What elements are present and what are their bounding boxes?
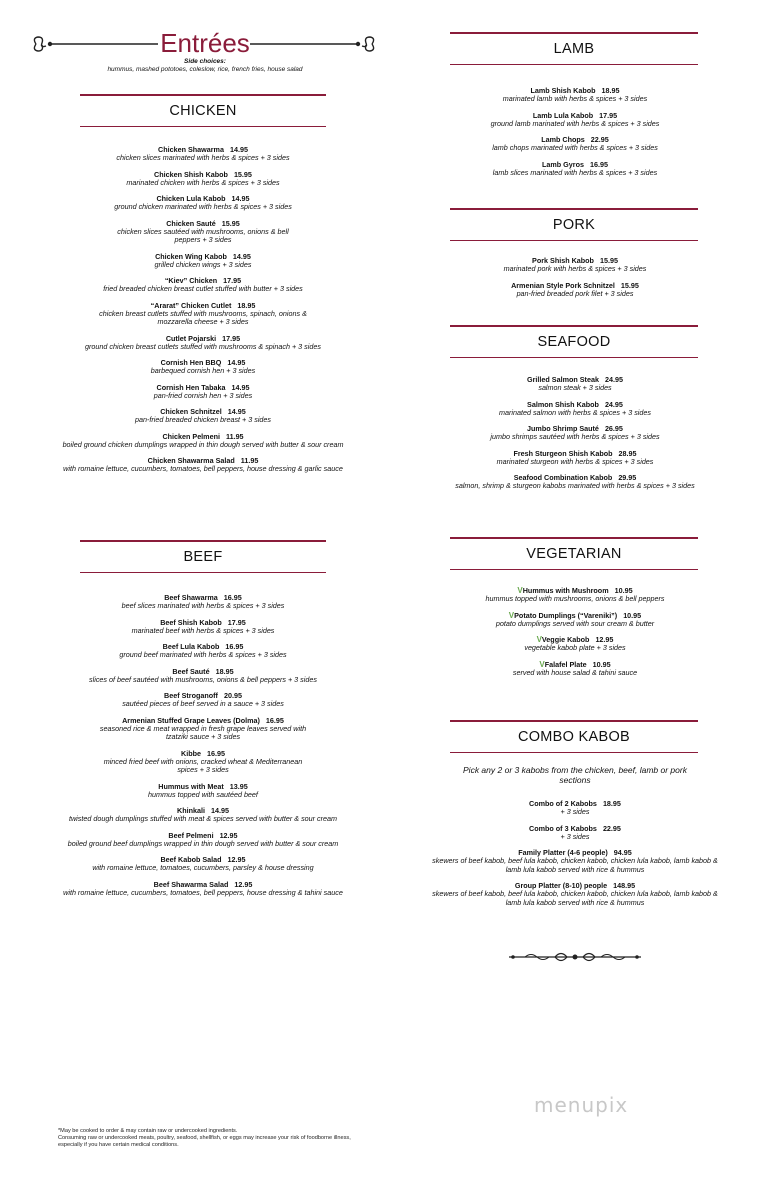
item-price: 16.95 <box>265 715 284 725</box>
item-price: 18.95 <box>602 799 621 808</box>
item-name: Lamb Chops <box>541 135 585 144</box>
item-name: Chicken Lula Kabob <box>156 194 226 203</box>
item-desc: marinated salmon with herbs & spices + 3 sides <box>498 407 651 417</box>
menu-item <box>430 635 720 653</box>
item-price: 22.95 <box>602 823 621 833</box>
item-price: 94.95 <box>613 848 632 857</box>
item-name: Chicken Shawarma Salad <box>147 456 235 465</box>
combo-intro: Pick any 2 or 3 kabobs from the chicken, beef, lamb or pork sections <box>463 765 687 785</box>
item-name: Potato Dumplings (“Vareniki”) <box>514 610 618 620</box>
menu-item <box>430 424 720 442</box>
item-name: Combo of 2 Kabobs <box>529 799 597 808</box>
menu-item <box>52 276 354 294</box>
menu-item <box>430 611 720 629</box>
item-name: Salmon Shish Kabob <box>527 399 599 409</box>
item-name: “Kiev” Chicken <box>164 276 218 285</box>
item-price: 14.95 <box>227 407 246 416</box>
item-price: 148.95 <box>613 881 636 890</box>
menu-item <box>430 111 720 129</box>
item-desc: chicken slices sautéed with mushrooms, onions & bell peppers + 3 sides <box>117 226 289 244</box>
pork-items <box>430 256 720 305</box>
item-name: Beef Shish Kabob <box>160 617 222 627</box>
item-name: Family Platter (4-6 people) <box>518 848 608 857</box>
menu-item <box>52 407 354 425</box>
item-name: Falafel Plate <box>544 659 587 669</box>
menu-item <box>52 145 354 163</box>
item-price: 17.95 <box>227 617 246 627</box>
item-name: Chicken Shawarma <box>158 145 224 154</box>
item-desc: seasoned rice & meat wrapped in fresh grape leaves served with tzatziki sauce + 3 sides <box>99 723 307 741</box>
menu-item <box>430 256 720 274</box>
item-desc: slices of beef sautéed with mushrooms, onions & bell peppers + 3 sides <box>89 674 317 684</box>
item-name: Lamb Shish Kabob <box>530 86 596 95</box>
menu-item <box>52 642 354 660</box>
item-desc: marinated sturgeon with herbs & spices + 3 sides <box>496 456 654 466</box>
item-price: 26.95 <box>604 424 623 433</box>
seafood-items <box>430 375 720 498</box>
combo-items <box>430 765 720 914</box>
item-name: Chicken Sauté <box>166 218 216 228</box>
menu-item <box>430 473 720 491</box>
item-name: Beef Pelmeni <box>168 830 214 840</box>
footnote-line-1: *May be cooked to order & may contain raw or undercooked ingredients. <box>58 1128 238 1134</box>
item-desc: ground lamb marinated with herbs & spices + 3 sides <box>490 118 660 128</box>
beef-items <box>52 593 354 904</box>
item-price: 11.95 <box>225 431 244 441</box>
item-desc: ground chicken breast cutlets stuffed with mushrooms & spinach + 3 sides <box>85 341 321 351</box>
item-name: Beef Sauté <box>172 666 210 676</box>
menu-item <box>52 806 354 824</box>
pork-section-header <box>450 208 698 241</box>
item-name: Hummus with Meat <box>158 781 224 791</box>
item-price: 10.95 <box>623 610 642 620</box>
item-desc: barbequed cornish hen + 3 sides <box>150 366 256 375</box>
item-name: Chicken Wing Kabob <box>155 251 227 261</box>
menu-item <box>430 586 720 604</box>
item-price: 13.95 <box>229 781 248 791</box>
menu-item <box>430 824 720 842</box>
lamb-section-title: LAMB <box>553 41 595 57</box>
item-price: 18.95 <box>601 86 620 95</box>
item-name: Cornish Hen BBQ <box>160 358 222 367</box>
item-desc: lamb chops marinated with herbs & spices + 3 sides <box>492 143 658 152</box>
menu-item <box>52 855 354 873</box>
item-desc: sautéed pieces of beef served in a sauce + 3 sides <box>122 699 284 708</box>
menu-item <box>430 881 720 907</box>
item-name: “Ararat” Chicken Cutlet <box>150 300 232 310</box>
menu-item <box>52 358 354 376</box>
item-price: 24.95 <box>604 375 623 384</box>
item-price: 16.95 <box>225 642 244 651</box>
menu-item <box>52 432 354 450</box>
item-desc: lamb slices marinated with herbs & spices + 3 sides <box>492 167 658 177</box>
side-choices-label: Side choices: <box>184 58 226 65</box>
chicken-section-title: CHICKEN <box>169 103 237 119</box>
item-price: 10.95 <box>614 586 633 595</box>
item-desc: potato dumplings served with sour cream & butter <box>495 618 655 628</box>
menu-item <box>52 716 354 742</box>
item-price: 14.95 <box>229 145 248 154</box>
item-price: 15.95 <box>233 169 252 179</box>
menu-item <box>430 660 720 678</box>
item-desc: marinated lamb with herbs & spices + 3 sides <box>502 94 648 103</box>
item-desc: pan-fried breaded pork filet + 3 sides <box>516 288 634 298</box>
vegetarian-leaf-icon: V <box>539 659 545 669</box>
menu-item <box>52 831 354 849</box>
menu-item <box>430 135 720 153</box>
item-price: 15.95 <box>599 256 618 265</box>
item-desc: boiled ground chicken dumplings wrapped in thin dough served with butter & sour cream <box>62 439 344 449</box>
item-desc: ground chicken marinated with herbs & spices + 3 sides <box>114 202 292 211</box>
item-price: 14.95 <box>231 382 250 392</box>
item-name: Seafood Combination Kabob <box>513 473 613 482</box>
item-price: 16.95 <box>589 159 608 169</box>
item-desc: skewers of beef kabob, beef lula kabob, chicken kabob, chicken lula kabob, lamb kabob & lamb lula kabob served with rice & hummus <box>432 889 718 907</box>
item-name: Cutlet Pojarski <box>165 333 217 343</box>
item-price: 12.95 <box>219 830 238 840</box>
item-desc: marinated pork with herbs & spices + 3 sides <box>503 264 647 273</box>
item-price: 11.95 <box>240 456 259 465</box>
item-price: 20.95 <box>223 691 242 700</box>
menu-item <box>52 880 354 898</box>
menu-item <box>52 170 354 188</box>
menu-item <box>430 400 720 418</box>
menu-item <box>430 375 720 393</box>
item-name: Kibbe <box>181 748 201 758</box>
item-price: 17.95 <box>599 110 618 120</box>
item-desc: + 3 sides <box>560 831 590 841</box>
item-desc: with romaine lettuce, cucumbers, tomatoes, bell peppers, house dressing & tahini sauce <box>63 887 343 897</box>
item-price: 14.95 <box>232 251 251 261</box>
item-desc: salmon, shrimp & sturgeon kabobs marinated with herbs & spices + 3 sides <box>455 481 695 490</box>
menu-item <box>430 799 720 817</box>
item-name: Chicken Pelmeni <box>162 431 220 441</box>
page-title: Entrées <box>160 28 250 58</box>
item-desc: hummus topped with mushrooms, onions & bell peppers <box>485 594 665 603</box>
item-desc: chicken slices marinated with herbs & spices + 3 sides <box>116 153 290 162</box>
item-name: Lamb Lula Kabob <box>532 110 594 120</box>
item-name: Chicken Schnitzel <box>160 407 222 416</box>
item-price: 14.95 <box>210 806 229 815</box>
item-price: 29.95 <box>618 473 637 482</box>
menu-item <box>52 219 354 245</box>
menu-item <box>52 456 354 474</box>
item-price: 24.95 <box>604 399 623 409</box>
menu-item <box>52 252 354 270</box>
item-price: 12.95 <box>234 879 253 889</box>
side-choices-text: hummus, mashed pototoes, coleslow, rice, french fries, house salad <box>107 66 303 73</box>
item-price: 17.95 <box>223 276 242 285</box>
item-price: 15.95 <box>620 280 639 290</box>
item-name: Chicken Shish Kabob <box>154 169 228 179</box>
item-desc: + 3 sides <box>560 807 590 816</box>
menu-item <box>430 449 720 467</box>
item-desc: with romaine lettuce, cucumbers, tomatoes, bell peppers, house dressing & garlic sauce <box>63 464 343 473</box>
item-price: 16.95 <box>223 593 242 602</box>
item-desc: served with house salad & tahini sauce <box>512 667 638 677</box>
item-price: 28.95 <box>618 448 637 458</box>
item-desc: pan-fried breaded chicken breast + 3 sides <box>134 415 272 424</box>
item-name: Armenian Stuffed Grape Leaves (Dolma) <box>122 715 260 725</box>
lamb-items <box>430 86 720 184</box>
item-name: Armenian Style Pork Schnitzel <box>511 280 615 290</box>
vegetarian-section-header <box>450 537 698 570</box>
item-name: Lamb Gyros <box>542 159 584 169</box>
side-choices <box>0 58 410 74</box>
item-desc: marinated beef with herbs & spices + 3 sides <box>131 625 275 635</box>
item-price: 12.95 <box>595 635 614 644</box>
vegetarian-items <box>430 586 720 684</box>
beef-section-title: BEEF <box>183 549 223 565</box>
item-name: Pork Shish Kabob <box>532 256 594 265</box>
item-price: 22.95 <box>590 135 609 144</box>
item-desc: hummus topped with sautéed beef <box>148 789 258 799</box>
item-price: 16.95 <box>206 748 225 758</box>
item-price: 12.95 <box>227 855 246 864</box>
chicken-items <box>52 145 354 481</box>
footnote <box>58 1128 358 1149</box>
menu-item <box>52 301 354 327</box>
item-price: 14.95 <box>227 358 246 367</box>
item-name: Group Platter (8-10) people <box>514 881 608 890</box>
item-name: Beef Shawarma Salad <box>153 879 229 889</box>
seafood-section-title: SEAFOOD <box>537 334 611 350</box>
item-name: Combo of 3 Kabobs <box>529 823 597 833</box>
menu-item <box>430 281 720 299</box>
item-desc: grilled chicken wings + 3 sides <box>154 259 252 269</box>
item-desc: chicken breast cutlets stuffed with mushrooms, spinach, onions & mozzarella cheese + 3 sides <box>99 308 307 326</box>
item-price: 15.95 <box>221 218 240 228</box>
combo-section-title: COMBO KABOB <box>517 729 631 745</box>
item-name: Grilled Salmon Steak <box>527 375 599 384</box>
item-desc: ground beef marinated with herbs & spices + 3 sides <box>119 650 287 659</box>
item-price: 14.95 <box>231 194 250 203</box>
vegetarian-leaf-icon: V <box>508 610 515 620</box>
item-name: Hummus with Mushroom <box>522 586 609 595</box>
item-price: 10.95 <box>592 659 611 669</box>
vegetarian-leaf-icon: V <box>517 586 523 595</box>
menu-item <box>430 848 720 874</box>
item-desc: beef slices marinated with herbs & spices + 3 sides <box>121 601 285 610</box>
item-price: 17.95 <box>222 333 241 343</box>
menu-item <box>52 383 354 401</box>
item-name: Jumbo Shrimp Sauté <box>527 424 599 433</box>
item-desc: with romaine lettuce, tomatoes, cucumbers, parsley & house dressing <box>92 863 314 872</box>
item-price: 18.95 <box>215 666 234 676</box>
menu-item <box>52 667 354 685</box>
item-name: Beef Shawarma <box>164 593 218 602</box>
item-desc: twisted dough dumplings stuffed with meat & spices served with butter & sour cream <box>68 814 338 823</box>
item-desc: boiled ground beef dumplings wrapped in thin dough served with butter & sour cream <box>67 838 339 848</box>
item-desc: skewers of beef kabob, beef lula kabob, chicken kabob, chicken lula kabob, lamb kabob & lamb lula kabob served with rice & hummus <box>432 856 718 874</box>
item-desc: fried breaded chicken breast cutlet stuffed with butter + 3 sides <box>103 284 303 293</box>
combo-section-header <box>450 720 698 753</box>
vegetarian-leaf-icon: V <box>536 635 542 644</box>
chicken-section-header <box>80 94 326 127</box>
item-desc: pan-fried cornish hen + 3 sides <box>153 390 253 400</box>
menu-item <box>52 691 354 709</box>
item-name: Cornish Hen Tabaka <box>156 382 226 392</box>
item-desc: salmon steak + 3 sides <box>538 383 612 392</box>
menu-item <box>52 334 354 352</box>
beef-section-header <box>80 540 326 573</box>
menu-item <box>52 749 354 775</box>
item-name: Khinkali <box>177 806 205 815</box>
footnote-line-2: Consuming raw or undercooked meats, poultry, seafood, shellfish, or eggs may increase your risk of foodborne illness, especially if you have certain medical conditions. <box>58 1135 351 1148</box>
menu-item <box>430 86 720 104</box>
item-desc: vegetable kabob plate + 3 sides <box>524 643 626 652</box>
item-name: Beef Lula Kabob <box>162 642 220 651</box>
lamb-section-header <box>450 32 698 65</box>
item-desc: marinated chicken with herbs & spices + 3 sides <box>126 177 280 187</box>
item-desc: minced fried beef with onions, cracked wheat & Mediterranean spices + 3 sides <box>103 756 303 774</box>
pork-section-title: PORK <box>552 217 596 233</box>
vegetarian-section-title: VEGETARIAN <box>526 546 622 562</box>
menu-item <box>52 618 354 636</box>
item-name: Beef Stroganoff <box>164 691 218 700</box>
item-name: Veggie Kabob <box>541 635 590 644</box>
item-name: Fresh Sturgeon Shish Kabob <box>513 448 613 458</box>
seafood-section-header <box>450 325 698 358</box>
menu-item <box>430 160 720 178</box>
item-name: Beef Kabob Salad <box>160 855 222 864</box>
bottom-scroll-ornament <box>505 948 645 966</box>
menupix-watermark: menupix <box>534 1093 629 1117</box>
menu-item <box>52 194 354 212</box>
item-desc: jumbo shrimps sautéed with herbs & spices + 3 sides <box>490 432 660 441</box>
menu-item <box>52 782 354 800</box>
item-price: 18.95 <box>237 300 256 310</box>
menu-item <box>52 593 354 611</box>
